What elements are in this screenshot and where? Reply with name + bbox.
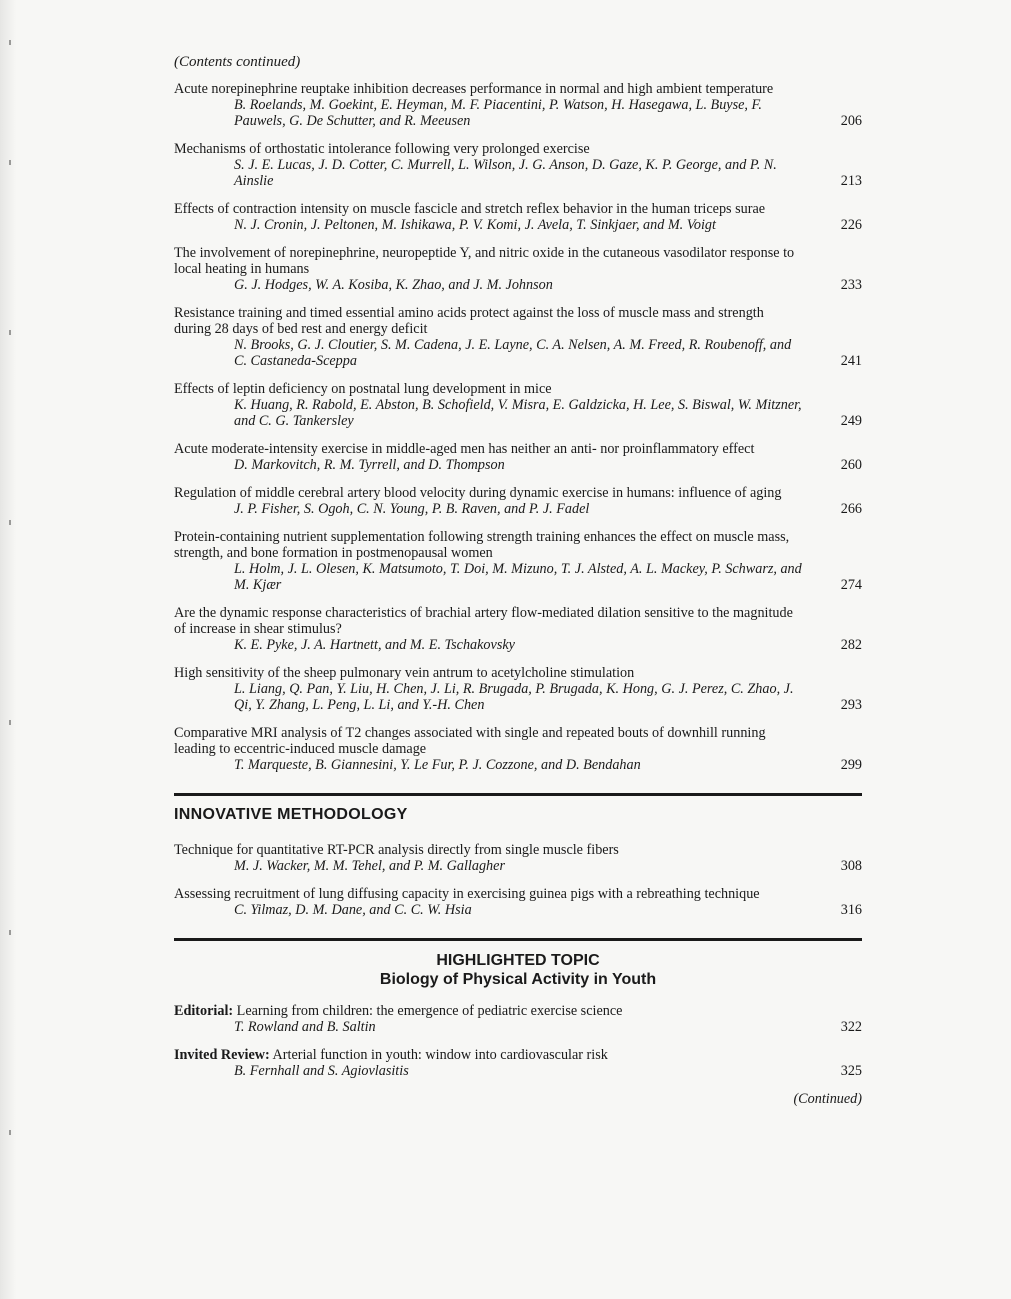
page-number: 299 [840, 757, 862, 773]
article-authors: S. J. E. Lucas, J. D. Cotter, C. Murrell, L. Wilson, J. G. Anson, D. Gaze, K. P. George, and P. N. Ainslie [234, 157, 777, 189]
article-title[interactable]: High sensitivity of the sheep pulmonary vein antrum to acetylcholine stimulation [174, 665, 635, 681]
section-heading-highlighted [174, 951, 862, 989]
highlighted-topic-title: Biology of Physical Activity in Youth [379, 971, 657, 988]
toc-entry [174, 441, 862, 473]
article-authors: K. E. Pyke, J. A. Hartnett, and M. E. Tschakovsky [234, 637, 515, 653]
article-authors: B. Roelands, M. Goekint, E. Heyman, M. F. Piacentini, P. Watson, H. Hasegawa, L. Buyse, F. Pauwels, G. De Schutter, and R. Meeusen [234, 97, 762, 129]
innovative-article-list [174, 842, 862, 918]
page-number: 266 [840, 501, 862, 517]
toc-entry [174, 485, 862, 517]
article-authors: D. Markovitch, R. M. Tyrrell, and D. Thompson [234, 457, 505, 473]
article-title[interactable]: Arterial function in youth: window into cardiovascular risk [272, 1047, 608, 1063]
toc-entry [174, 886, 862, 918]
article-authors: C. Yilmaz, D. M. Dane, and C. C. W. Hsia [234, 902, 472, 918]
article-authors: L. Holm, J. L. Olesen, K. Matsumoto, T. Doi, M. Mizuno, T. J. Alsted, A. L. Mackey, P. Schwarz, and M. Kjær [234, 561, 802, 593]
toc-entry [174, 725, 862, 773]
page-number: 308 [840, 858, 862, 874]
article-title[interactable]: Learning from children: the emergence of pediatric exercise science [236, 1003, 623, 1019]
article-title[interactable]: Resistance training and timed essential amino acids protect against the loss of muscle mass and strength during 28 days of bed rest and energy deficit [174, 305, 764, 337]
contents-continued-label: (Contents continued) [174, 54, 301, 70]
page-number: 322 [840, 1019, 862, 1035]
article-list [174, 81, 862, 773]
page-number: 282 [840, 637, 862, 653]
article-authors: L. Liang, Q. Pan, Y. Liu, H. Chen, J. Li, R. Brugada, P. Brugada, K. Hong, G. J. Perez, C. Zhao, J. Qi, Y. Zhang, L. Peng, L. Li, and Y.-H. Chen [234, 681, 794, 713]
section-heading-innovative: INNOVATIVE METHODOLOGY [174, 806, 408, 823]
article-authors: B. Fernhall and S. Agiovlasitis [234, 1063, 409, 1079]
article-title[interactable]: Are the dynamic response characteristics of brachial artery flow-mediated dilation sensitive to the magnitude of increase in shear stimulus? [174, 605, 793, 637]
article-type-label: Invited Review: [174, 1047, 270, 1063]
page-number: 325 [840, 1063, 862, 1079]
article-authors: N. J. Cronin, J. Peltonen, M. Ishikawa, P. V. Komi, J. Avela, T. Sinkjaer, and M. Voigt [234, 217, 716, 233]
toc-entry [174, 665, 862, 713]
article-title[interactable]: Acute moderate-intensity exercise in middle-aged men has neither an anti- nor proinflammatory effect [174, 441, 755, 457]
article-title-line[interactable] [174, 1047, 862, 1063]
page-number: 274 [840, 577, 862, 593]
page-number: 293 [840, 697, 862, 713]
article-title[interactable]: The involvement of norepinephrine, neuropeptide Y, and nitric oxide in the cutaneous vasodilator response to local heating in humans [174, 245, 795, 277]
article-title[interactable]: Effects of contraction intensity on muscle fascicle and stretch reflex behavior in the human triceps surae [174, 201, 766, 217]
article-authors: K. Huang, R. Rabold, E. Abston, B. Schofield, V. Misra, E. Galdzicka, H. Lee, S. Biswal, W. Mitzner, and C. G. Tankersley [234, 397, 802, 429]
contents-page [174, 50, 862, 1108]
page-number: 206 [840, 113, 862, 129]
binding-mark [9, 160, 11, 165]
toc-entry [174, 201, 862, 233]
article-authors: T. Marqueste, B. Giannesini, Y. Le Fur, P. J. Cozzone, and D. Bendahan [234, 757, 641, 773]
binding-mark [9, 40, 11, 45]
page-number: 233 [840, 277, 862, 293]
article-title-line[interactable] [174, 1003, 862, 1019]
article-title[interactable]: Regulation of middle cerebral artery blood velocity during dynamic exercise in humans: influence of aging [174, 485, 782, 501]
article-authors: G. J. Hodges, W. A. Kosiba, K. Zhao, and J. M. Johnson [234, 277, 553, 293]
toc-entry [174, 305, 862, 369]
article-title[interactable]: Assessing recruitment of lung diffusing capacity in exercising guinea pigs with a rebreathing technique [174, 886, 760, 902]
toc-entry [174, 81, 862, 129]
binding-mark [9, 1130, 11, 1135]
continued-label: (Continued) [793, 1091, 862, 1107]
page-number: 260 [840, 457, 862, 473]
binding-mark [9, 520, 11, 525]
article-authors: N. Brooks, G. J. Cloutier, S. M. Cadena, J. E. Layne, C. A. Nelsen, A. M. Freed, R. Roubenoff, and C. Castaneda-Sceppa [234, 337, 792, 369]
toc-entry [174, 141, 862, 189]
article-authors: T. Rowland and B. Saltin [234, 1019, 376, 1035]
article-authors: J. P. Fisher, S. Ogoh, C. N. Young, P. B. Raven, and P. J. Fadel [234, 501, 590, 517]
article-title[interactable]: Mechanisms of orthostatic intolerance following very prolonged exercise [174, 141, 590, 157]
page-number: 226 [840, 217, 862, 233]
page-number: 241 [840, 353, 862, 369]
article-title[interactable]: Comparative MRI analysis of T2 changes associated with single and repeated bouts of downhill running leading to eccentric-induced muscle damage [174, 725, 766, 757]
toc-entry [174, 1003, 862, 1035]
toc-entry [174, 842, 862, 874]
page-binding-edge [0, 0, 16, 1299]
highlighted-topic-label: HIGHLIGHTED TOPIC [436, 952, 600, 969]
highlighted-article-list [174, 1003, 862, 1079]
binding-mark [9, 930, 11, 935]
article-title[interactable]: Protein-containing nutrient supplementation following strength training enhances the effect on muscle mass, strength, and bone formation in postmenopausal women [174, 529, 790, 561]
article-title[interactable]: Effects of leptin deficiency on postnatal lung development in mice [174, 381, 552, 397]
page-number: 249 [840, 413, 862, 429]
article-type-label: Editorial: [174, 1003, 234, 1019]
section-divider [174, 938, 862, 941]
section-divider [174, 793, 862, 796]
toc-entry [174, 529, 862, 593]
page-number: 213 [840, 173, 862, 189]
toc-entry [174, 605, 862, 653]
binding-mark [9, 720, 11, 725]
article-title[interactable]: Acute norepinephrine reuptake inhibition decreases performance in normal and high ambient temperature [174, 81, 774, 97]
toc-entry [174, 1047, 862, 1079]
toc-entry [174, 245, 862, 293]
article-authors: M. J. Wacker, M. M. Tehel, and P. M. Gallagher [234, 858, 505, 874]
toc-entry [174, 381, 862, 429]
binding-mark [9, 330, 11, 335]
article-title[interactable]: Technique for quantitative RT-PCR analysis directly from single muscle fibers [174, 842, 619, 858]
page-number: 316 [840, 902, 862, 918]
